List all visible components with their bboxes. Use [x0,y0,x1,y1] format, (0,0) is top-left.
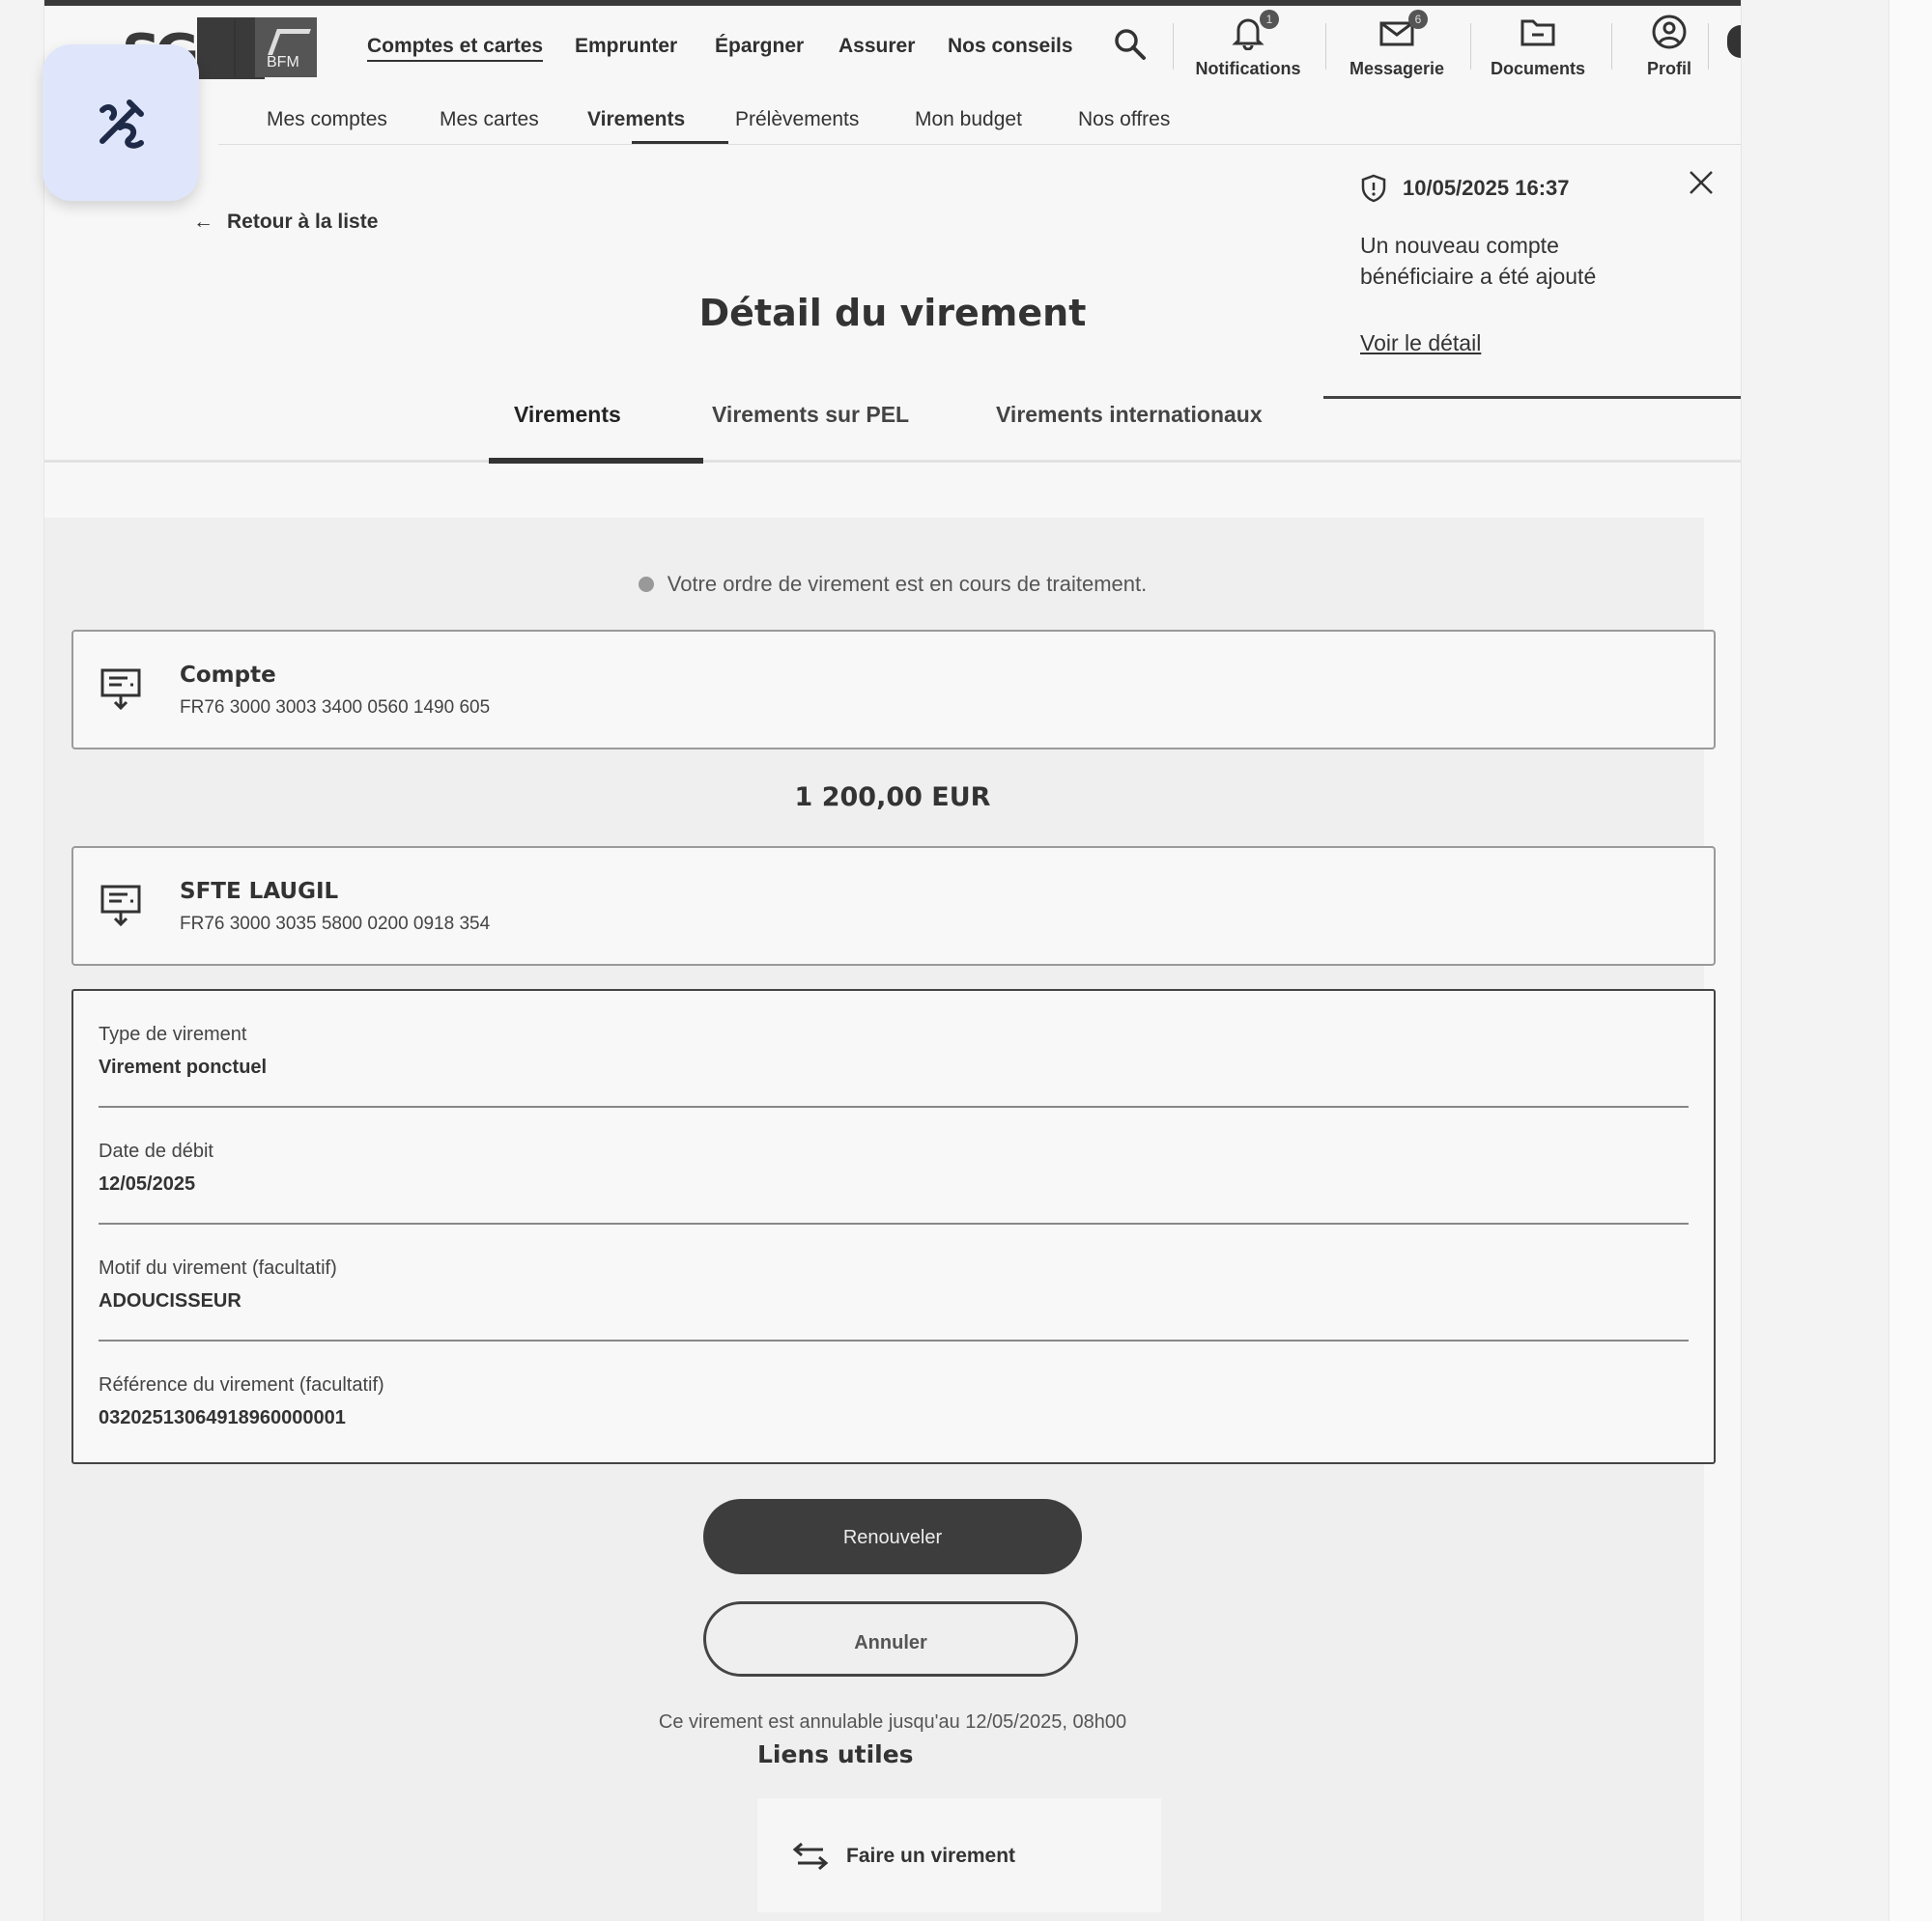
detail-label: Type de virement [99,1024,247,1045]
transfer-details [71,989,1716,1464]
top-bar [44,0,1741,6]
cancel-button[interactable]: Annuler [703,1601,1078,1677]
main-nav-emprunter[interactable]: Emprunter [575,35,678,57]
back-to-list-label: Retour à la liste [227,211,379,233]
notifications-label: Notifications [1195,59,1301,78]
transfer-amount: 1 200,00 EUR [794,782,991,812]
status-message [44,572,1741,597]
detail-value: ADOUCISSEUR [99,1290,242,1312]
useful-links-title: Liens utiles [757,1740,914,1768]
detail-label: Motif du virement (facultatif) [99,1257,337,1279]
tab-virements-internationaux[interactable]: Virements internationaux [996,402,1263,427]
beneficiary-card [71,846,1716,966]
notification-divider [1323,396,1741,399]
renew-button[interactable]: Renouveler [703,1499,1082,1574]
quick-link-faire-un-virement[interactable] [757,1798,1161,1912]
cancel-deadline-note: Ce virement est annulable jusqu'au 12/05/2025, 08h00 [658,1711,1127,1733]
transfer-arrows-icon [790,1841,831,1872]
sub-nav-prelevements[interactable]: Prélèvements [735,108,860,130]
bfm-logo[interactable] [255,17,317,77]
source-account-name: Compte [180,663,276,688]
detail-row-debit-date [99,1108,1689,1225]
nav-divider [1708,23,1709,70]
nav-divider [1325,23,1326,70]
shield-icon [1360,174,1387,203]
messagerie-button[interactable] [1329,14,1464,79]
beneficiary-name: SFTE LAUGIL [180,879,339,904]
sub-nav-virements[interactable]: Virements [587,108,686,130]
sub-nav-nos-offres[interactable]: Nos offres [1078,108,1171,130]
profil-label: Profil [1646,59,1691,78]
account-transfer-icon [100,883,143,927]
folder-icon [1519,14,1557,50]
beneficiary-iban: FR76 3000 3035 5800 0200 0918 354 [180,914,491,934]
notification-panel [1360,168,1741,400]
edit-tool-button[interactable] [43,44,199,201]
bfm-logo-mark [268,29,311,55]
detail-label: Référence du virement (facultatif) [99,1374,384,1396]
notifications-badge: 1 [1260,10,1279,29]
tab-active-indicator [489,458,703,464]
nav-divider [1173,23,1174,70]
detail-value: Virement ponctuel [99,1057,268,1078]
tab-virements-pel[interactable]: Virements sur PEL [712,402,910,427]
logo-divider [234,19,236,77]
sub-nav-mon-budget[interactable]: Mon budget [915,108,1022,130]
detail-value: 03202513064918960000001 [99,1407,346,1428]
detail-value: 12/05/2025 [99,1173,196,1195]
messagerie-badge: 6 [1408,10,1428,29]
main-nav-nos-conseils[interactable]: Nos conseils [948,35,1073,57]
main-nav-comptes-et-cartes[interactable]: Comptes et cartes [367,35,543,62]
status-text: Votre ordre de virement est en cours de traitement. [667,572,1148,596]
account-transfer-icon [100,666,143,711]
tabs-divider [44,460,1741,463]
back-to-list-link[interactable] [193,211,378,234]
sub-nav-mes-comptes[interactable]: Mes comptes [267,108,387,130]
quick-link-label: Faire un virement [846,1845,1016,1867]
page [44,0,1741,1921]
main-nav-epargner[interactable]: Épargner [715,35,805,57]
notification-message: Un nouveau compte bénéficiaire a été ajouté [1360,233,1597,289]
detail-row-reference [99,1342,1689,1458]
detail-row-motif [99,1225,1689,1342]
documents-button[interactable] [1470,14,1605,79]
detail-label: Date de débit [99,1141,213,1162]
pen-ruler-icon [91,93,151,153]
page-edge [1889,0,1932,1921]
status-dot-icon [639,577,654,592]
arrow-left-icon: ← [193,211,213,233]
user-circle-icon [1650,14,1689,50]
tab-virements[interactable]: Virements [514,402,621,427]
notifications-button[interactable] [1180,14,1316,79]
close-icon[interactable] [1687,168,1716,197]
sub-nav-mes-cartes[interactable]: Mes cartes [440,108,539,130]
notification-datetime: 10/05/2025 16:37 [1403,176,1570,200]
source-account-iban: FR76 3000 3003 3400 0560 1490 605 [180,697,491,718]
bfm-logo-text: BFM [267,54,299,71]
notification-detail-link[interactable]: Voir le détail [1360,330,1482,355]
sub-nav-divider [218,144,1741,145]
source-account-card [71,630,1716,749]
page-title: Détail du virement [698,292,1087,334]
detail-row-type [99,991,1689,1108]
messagerie-label: Messagerie [1349,59,1445,78]
search-icon[interactable] [1113,27,1148,62]
more-menu-edge[interactable] [1727,25,1741,58]
main-nav-assurer[interactable]: Assurer [838,35,916,57]
profil-button[interactable] [1611,14,1727,79]
documents-label: Documents [1490,59,1585,78]
